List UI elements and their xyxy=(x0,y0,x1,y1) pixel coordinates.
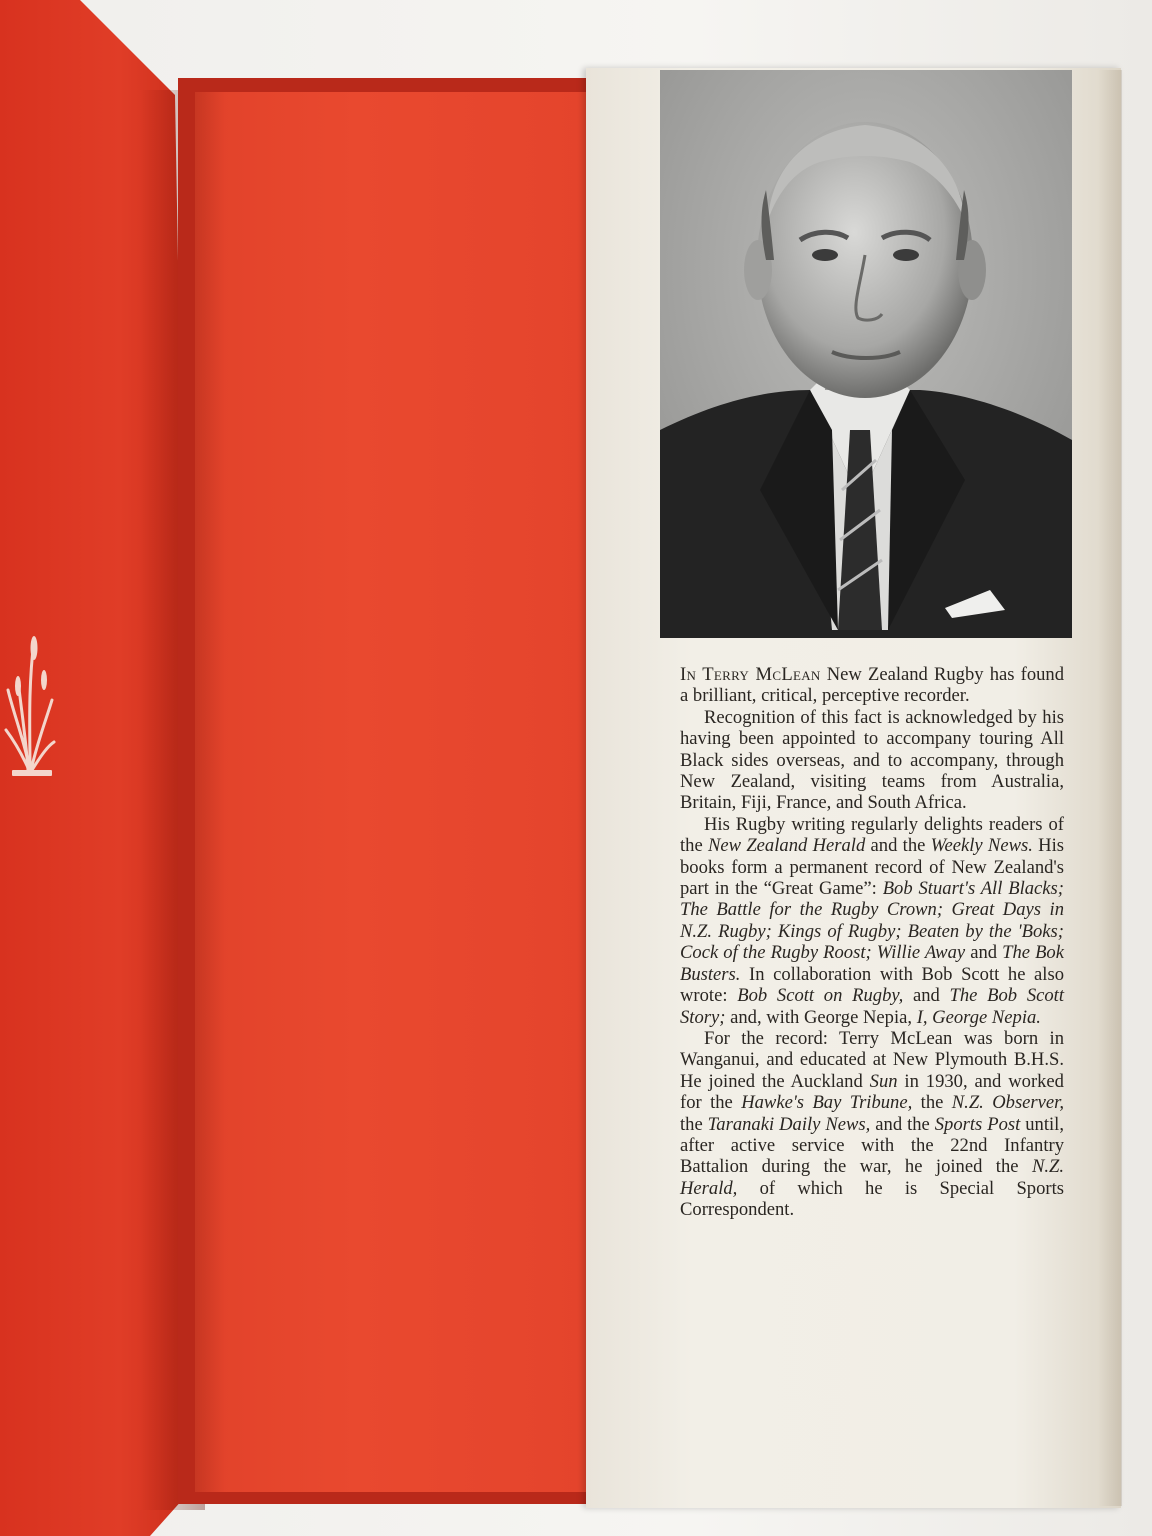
jacket-fold-shadow xyxy=(1098,70,1122,1506)
bio-p3-title: I, George Nepia. xyxy=(916,1006,1041,1028)
bio-p3-title: Weekly News. xyxy=(930,835,1033,857)
bio-p1-text: New Zealand Rugby has found a brilliant, critical, perceptive recorder. xyxy=(680,664,1065,707)
bio-p3-text: and the xyxy=(865,835,931,857)
bio-p4-title: Sports Post xyxy=(934,1113,1021,1135)
bio-p3-text: His Rugby writing regularly delights readers of the xyxy=(680,813,1064,857)
red-cloth-cover-board xyxy=(195,92,597,1492)
bio-lead-small-caps: In Terry McLean xyxy=(680,664,821,685)
bio-p3-text: and xyxy=(965,942,1003,964)
bio-p3-title: The Bob Scott Story; xyxy=(680,985,1065,1028)
bio-p4-text: of which he is Special Sports Correspondent. xyxy=(680,1177,1064,1221)
bio-p4-title: Hawke's Bay Tribune, xyxy=(741,1092,913,1114)
bio-paragraph-1 xyxy=(680,664,1064,707)
bio-p3-title: New Zealand Herald xyxy=(708,835,866,857)
reed-emblem-icon xyxy=(4,620,56,785)
bio-p4-title: N.Z. Herald, xyxy=(680,1156,1064,1199)
bio-paragraph-4 xyxy=(680,1028,1064,1221)
bio-p3-text: and, with George Nepia, xyxy=(725,1006,917,1028)
author-biography xyxy=(680,664,1064,1221)
bio-p3-title: The Bok Busters. xyxy=(680,942,1064,985)
bio-p4-title: Sun xyxy=(869,1070,898,1092)
bio-p4-text: the xyxy=(912,1092,952,1114)
author-portrait-photo xyxy=(660,70,1072,638)
bio-p4-text: until, after active service with the 22nd Infantry Battalion during the war, he joined the xyxy=(680,1113,1064,1178)
bio-p3-title: Bob Scott on Rugby, xyxy=(737,985,904,1007)
bio-p4-text: and the xyxy=(870,1113,935,1135)
bio-p3-title: Bob Stuart's All Blacks; The Battle for the Rugby Crown; Great Days in N.Z. Rugby; Kings of Rugby; Beaten by the 'Boks; Cock of the Rugby Roost; Willie Away xyxy=(680,878,1064,964)
bio-p4-text: in 1930, and worked for the xyxy=(680,1070,1064,1114)
bio-p4-title: N.Z. Observer, xyxy=(951,1092,1064,1114)
bio-p3-text: His books form a permanent record of New Zealand's part in the “Great Game”: xyxy=(680,835,1064,900)
bio-p4-text: For the record: Terry McLean was born in Wanganui, and educated at New Plymouth B.H.S. He joined the Auckland xyxy=(680,1027,1064,1092)
cover-hinge-shadow xyxy=(195,92,225,1492)
bio-paragraph-2: Recognition of this fact is acknowledged by his having been appointed to accompany touring All Black sides overseas, and to accompany, through New Zealand, visiting teams from Australia, Britain, Fiji, France, and South Africa. xyxy=(680,706,1064,814)
bio-p3-text: and xyxy=(903,985,950,1007)
bio-paragraph-3 xyxy=(680,814,1064,1028)
bio-p4-title: Taranaki Daily News, xyxy=(707,1113,871,1135)
bio-p4-text: the xyxy=(680,1113,708,1135)
bio-p3-text: In collaboration with Bob Scott he also wrote: xyxy=(680,963,1064,1007)
